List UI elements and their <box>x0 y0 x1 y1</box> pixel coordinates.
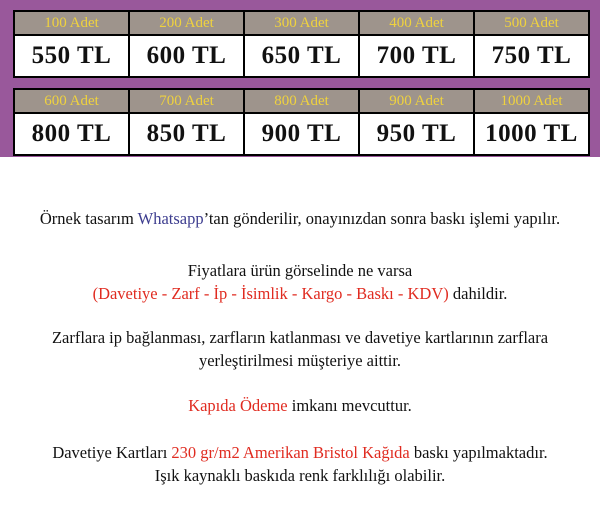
price-value-cell: 600 TL <box>129 35 244 77</box>
quantity-header-cell: 500 Adet <box>474 11 589 35</box>
price-value-row <box>14 35 589 77</box>
note-line: Işık kaynaklı baskıda renk farklılığı olabilir. <box>154 466 446 485</box>
quantity-header-cell: 300 Adet <box>244 11 359 35</box>
quantity-header-cell: 900 Adet <box>359 89 474 113</box>
note-line <box>0 441 600 464</box>
whatsapp-text: Whatsapp <box>137 209 204 228</box>
notes-section <box>0 157 600 487</box>
note-text: dahildir. <box>448 284 508 303</box>
note-text: ’tan gönderilir, onayınızdan sonra baskı işlemi yapılır. <box>203 209 561 228</box>
note-line <box>0 282 600 305</box>
price-value-cell: 800 TL <box>14 113 129 155</box>
note-line: yerleştirilmesi müşteriye aittir. <box>198 351 402 370</box>
price-table-1 <box>13 10 590 78</box>
note-paper-type <box>0 441 600 487</box>
quantity-header-cell: 700 Adet <box>129 89 244 113</box>
quantity-header-cell: 100 Adet <box>14 11 129 35</box>
quantity-header-cell: 400 Adet <box>359 11 474 35</box>
note-text: Davetiye Kartları <box>52 443 172 462</box>
note-line: Zarflara ip bağlanması, zarfların katlanması ve davetiye kartlarının zarflara <box>51 328 549 347</box>
quantity-header-cell: 200 Adet <box>129 11 244 35</box>
price-value-cell: 550 TL <box>14 35 129 77</box>
price-value-cell: 950 TL <box>359 113 474 155</box>
note-line <box>0 394 600 417</box>
note-text: Örnek tasarım <box>39 209 138 228</box>
note-text: imkanı mevcuttur. <box>287 396 412 415</box>
quantity-header-row <box>14 89 589 113</box>
note-cash-on-delivery <box>0 394 600 417</box>
included-items-text: (Davetiye - Zarf - İp - İsimlik - Kargo - Baskı - KDV) <box>92 284 449 303</box>
quantity-header-row <box>14 11 589 35</box>
price-value-cell: 750 TL <box>474 35 589 77</box>
paper-spec-text: 230 gr/m2 Amerikan Bristol Kağıda <box>171 443 410 462</box>
note-price-included <box>0 259 600 305</box>
quantity-header-cell: 800 Adet <box>244 89 359 113</box>
price-table-2 <box>13 88 590 156</box>
price-value-cell: 850 TL <box>129 113 244 155</box>
price-value-cell: 1000 TL <box>474 113 589 155</box>
price-banner <box>0 0 600 157</box>
note-text: baskı yapılmaktadır. <box>409 443 548 462</box>
note-line <box>0 207 600 230</box>
price-value-cell: 650 TL <box>244 35 359 77</box>
quantity-header-cell: 600 Adet <box>14 89 129 113</box>
price-value-row <box>14 113 589 155</box>
note-envelope-assembly <box>0 326 600 372</box>
note-line: Fiyatlara ürün görselinde ne varsa <box>187 261 413 280</box>
note-sample-design <box>0 207 600 230</box>
price-value-cell: 700 TL <box>359 35 474 77</box>
cod-text: Kapıda Ödeme <box>188 396 288 415</box>
quantity-header-cell: 1000 Adet <box>474 89 589 113</box>
price-value-cell: 900 TL <box>244 113 359 155</box>
